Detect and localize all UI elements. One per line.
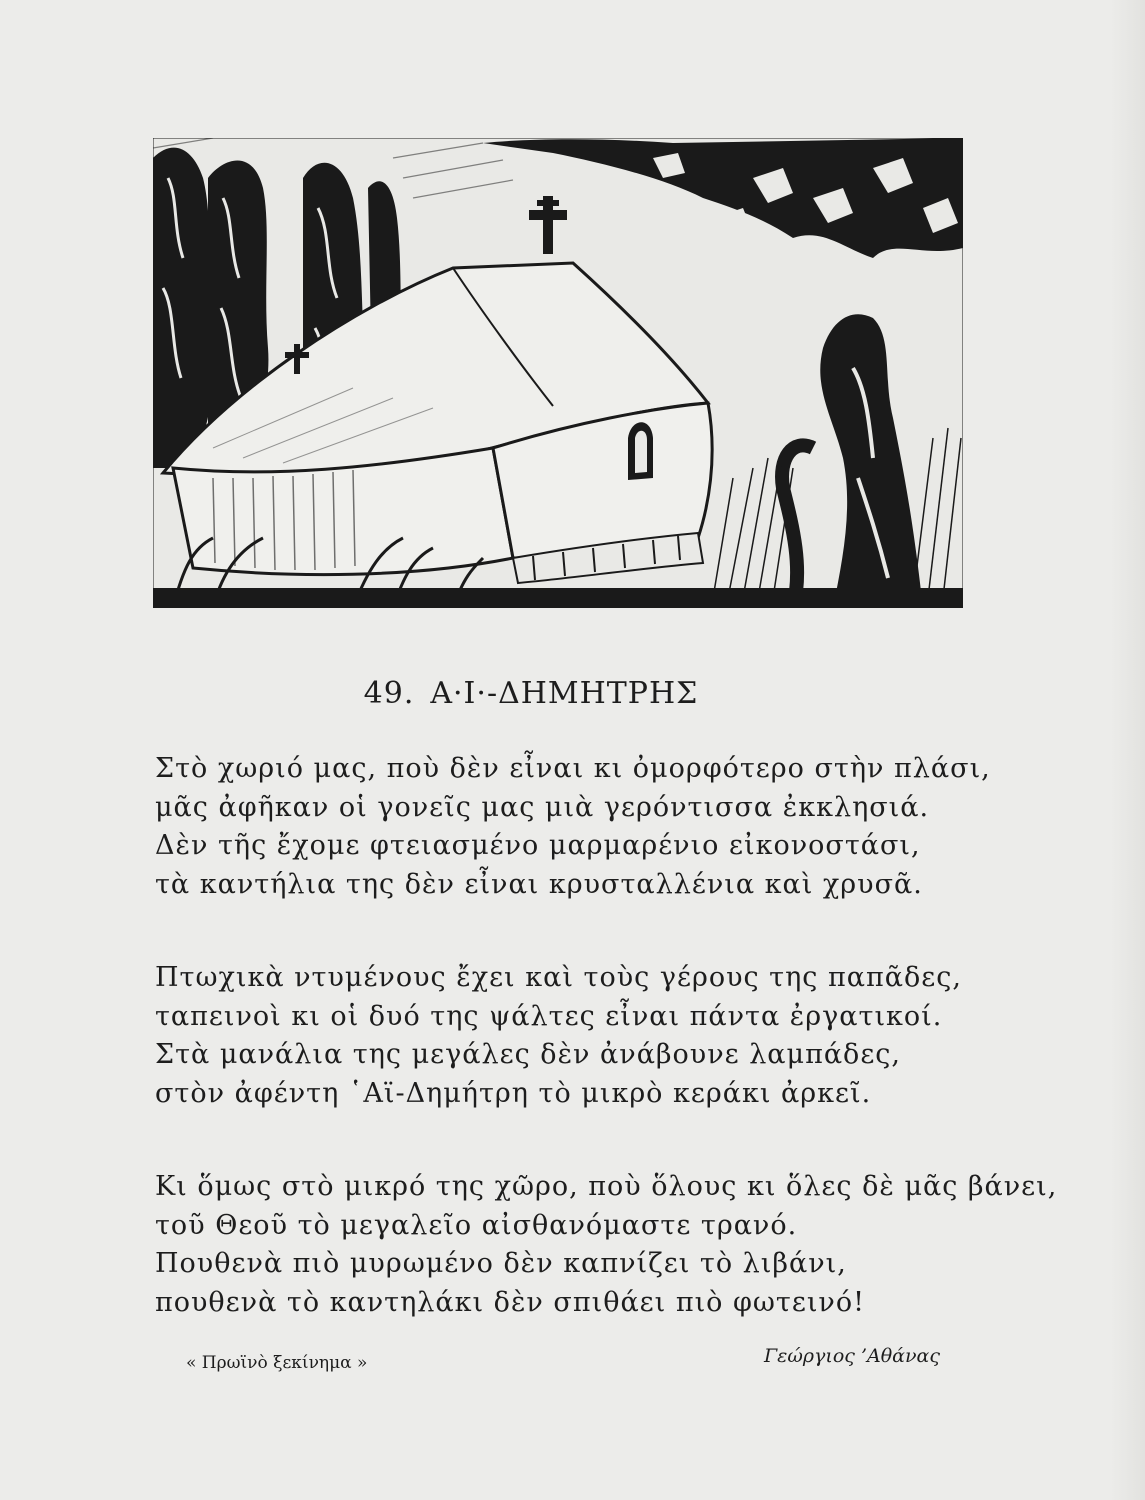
page-edge-shadow bbox=[1110, 0, 1145, 1500]
stanza-3 bbox=[155, 1168, 1058, 1322]
poem-line: ταπεινοὶ κι οἱ δυό της ψάλτες εἶναι πάντα ἐργατικοί. bbox=[155, 1000, 943, 1032]
source-citation: « Πρωϊνὸ ξεκίνημα » bbox=[186, 1353, 368, 1373]
poem-number: 49. bbox=[363, 676, 415, 711]
page-title bbox=[0, 676, 1062, 711]
poem-line: Στὸ χωριό μας, ποὺ δὲν εἶναι κι ὀμορφότερο στὴν πλάσι, bbox=[155, 753, 991, 784]
poem-line: στὸν ἀφέντη ῾Αϊ-Δημήτρη τὸ μικρὸ κεράκι ἀρκεῖ. bbox=[155, 1077, 872, 1109]
poem-line: Κι ὅμως στὸ μικρό της χῶρο, ποὺ ὅλους κι ὅλες δὲ μᾶς βάνει, bbox=[155, 1171, 1058, 1202]
poem-line: Πουθενὰ πιὸ μυρωμένο δὲν καπνίζει τὸ λιβάνι, bbox=[155, 1248, 847, 1279]
poem-line: τοῦ Θεοῦ τὸ μεγαλεῖο αἰσθανόμαστε τρανό. bbox=[155, 1209, 798, 1241]
poem-line: τὰ καντήλια της δὲν εἶναι κρυσταλλένια καὶ χρυσᾶ. bbox=[155, 868, 923, 900]
poem-line: πουθενὰ τὸ καντηλάκι δὲν σπιθάει πιὸ φωτεινό! bbox=[155, 1286, 865, 1318]
poem-line: Πτωχικὰ ντυμένους ἔχει καὶ τοὺς γέρους της παπᾶδες, bbox=[155, 962, 962, 993]
stanza-1 bbox=[155, 750, 995, 904]
woodcut-svg bbox=[153, 138, 963, 608]
author-name: Γεώργιος ’Αθάνας bbox=[764, 1345, 941, 1367]
poem-line: Δὲν τῆς ἔχομε φτειασμένο μαρμαρένιο εἰκονοστάσι, bbox=[155, 830, 921, 861]
church-woodcut-illustration bbox=[153, 138, 963, 608]
poem-line: Στὰ μανάλια της μεγάλες δὲν ἀνάβουνε λαμπάδες, bbox=[155, 1039, 902, 1070]
poem-body bbox=[155, 750, 1058, 1322]
poem-title: Α·Ι·-ΔΗΜΗΤΡΗΣ bbox=[430, 676, 699, 711]
stanza-2 bbox=[155, 959, 995, 1113]
poem-line: μᾶς ἀφῆκαν οἱ γονεῖς μας μιὰ γερόντισσα ἐκκλησιά. bbox=[155, 791, 930, 823]
